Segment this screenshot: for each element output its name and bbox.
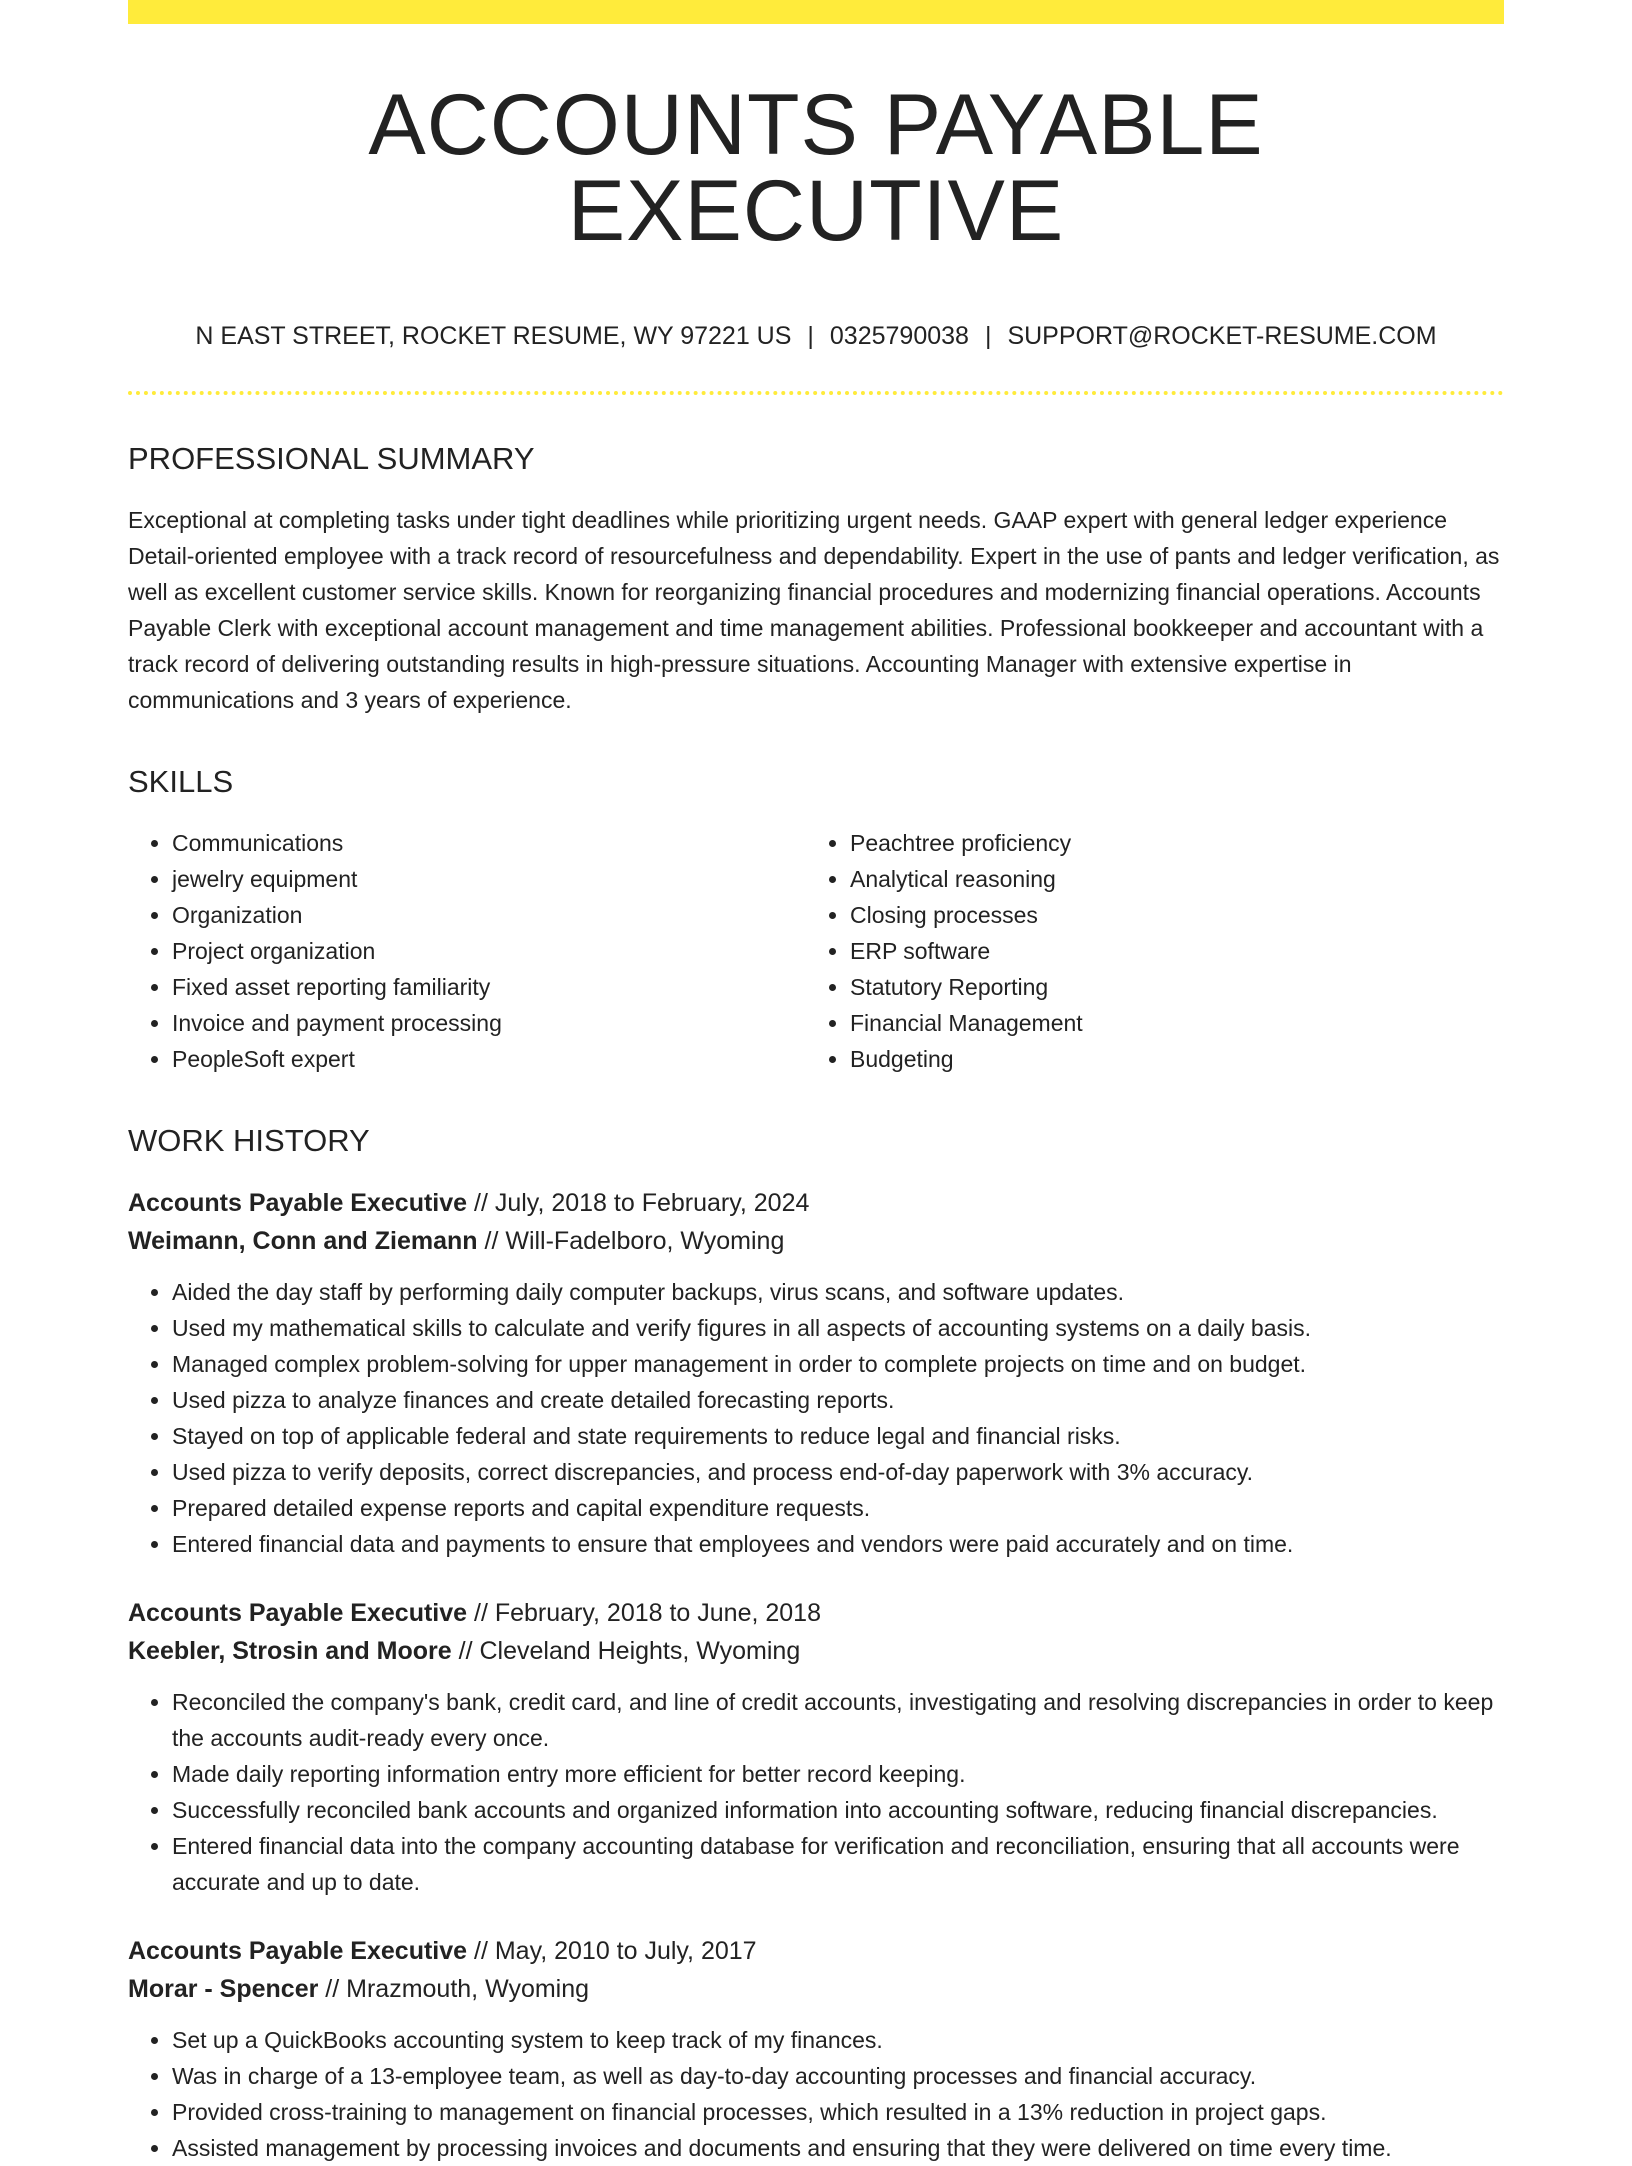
job-bullet: • Provided cross-training to management on financial processes, which resulted in a 13% reduction in project gaps.	[172, 2094, 1504, 2130]
job-title-line	[128, 1184, 1504, 1222]
skill-item: • Project organization	[172, 933, 806, 969]
job-bullet: • Prepared detailed expense reports and capital expenditure requests.	[172, 1490, 1504, 1526]
skill-item: • jewelry equipment	[172, 861, 806, 897]
job-company: Weimann, Conn and Ziemann	[128, 1227, 478, 1255]
section-title-skills: SKILLS	[128, 764, 234, 799]
skill-item: • ERP software	[850, 933, 1484, 969]
skill-item: • Statutory Reporting	[850, 969, 1484, 1005]
section-title-work-history: WORK HISTORY	[128, 1123, 370, 1158]
skill-item: • Financial Management	[850, 1005, 1484, 1041]
job-bullets	[128, 1684, 1504, 1900]
contact-phone: 0325790038	[829, 322, 969, 350]
skills-list-left	[128, 825, 806, 1077]
job-bullet: • Used pizza to analyze finances and create detailed forecasting reports.	[172, 1382, 1504, 1418]
job-bullet: • Used my mathematical skills to calculate and verify figures in all aspects of accounting systems on a daily basis.	[172, 1310, 1504, 1346]
job-bullet: • Aided the day staff by performing daily computer backups, virus scans, and software updates.	[172, 1274, 1504, 1310]
resume-title: ACCOUNTS PAYABLE EXECUTIVE	[368, 77, 1264, 259]
job-dates: // February, 2018 to June, 2018	[474, 1599, 821, 1627]
job-title: Accounts Payable Executive	[128, 1189, 468, 1217]
skill-item: • Invoice and payment processing	[172, 1005, 806, 1041]
job-entry	[128, 1594, 1504, 1900]
contact-separator: |	[807, 322, 814, 350]
job-bullet: • Stayed on top of applicable federal and state requirements to reduce legal and financial risks.	[172, 1418, 1504, 1454]
job-location: // Will-Fadelboro, Wyoming	[484, 1227, 785, 1255]
job-bullet: • Reconciled the company's bank, credit card, and line of credit accounts, investigating and resolving discrepancies in order to keep the accounts audit-ready every once.	[172, 1684, 1504, 1756]
job-company-line	[128, 1632, 1504, 1670]
skill-item: • Organization	[172, 897, 806, 933]
skill-item: • Communications	[172, 825, 806, 861]
job-dates: // July, 2018 to February, 2024	[474, 1189, 810, 1217]
summary-text: Exceptional at completing tasks under tight deadlines while prioritizing urgent needs. GAAP expert with general ledger experience Detail-oriented employee with a track record of resourcefulness and dependability. Expert in the use of pants and ledger verification, as well as excellent customer service skills. Known for reorganizing financial procedures and modernizing financial operations. Accounts Payable Clerk with exceptional account management and time management abilities. Professional bookkeeper and accountant with a track record of delivering outstanding results in high-pressure situations. Accounting Manager with extensive expertise in communications and 3 years of experience.	[128, 507, 1500, 713]
skills-list-right	[806, 825, 1484, 1077]
job-title-line	[128, 1932, 1504, 1970]
work-history	[128, 1184, 1504, 2166]
skill-item: • Peachtree proficiency	[850, 825, 1484, 861]
job-dates: // May, 2010 to July, 2017	[474, 1937, 757, 1965]
job-location: // Cleveland Heights, Wyoming	[458, 1637, 801, 1665]
contact-line	[128, 324, 1504, 349]
skill-item: • Fixed asset reporting familiarity	[172, 969, 806, 1005]
job-bullet: • Used pizza to verify deposits, correct discrepancies, and process end-of-day paperwork with 3% accuracy.	[172, 1454, 1504, 1490]
resume-page	[128, 0, 1504, 2166]
contact-email: SUPPORT@ROCKET-RESUME.COM	[1007, 322, 1437, 350]
dotted-divider	[128, 391, 1504, 395]
job-entry	[128, 1932, 1504, 2166]
job-title-line	[128, 1594, 1504, 1632]
skill-item: • PeopleSoft expert	[172, 1041, 806, 1077]
contact-address: N EAST STREET, ROCKET RESUME, WY 97221 US	[195, 322, 792, 350]
job-company: Morar - Spencer	[128, 1975, 319, 2003]
job-bullet: • Set up a QuickBooks accounting system to keep track of my finances.	[172, 2022, 1504, 2058]
skills-grid	[128, 825, 1504, 1077]
skill-item: • Analytical reasoning	[850, 861, 1484, 897]
job-bullet: • Entered financial data into the company accounting database for verification and reconciliation, ensuring that all accounts were accurate and up to date.	[172, 1828, 1504, 1900]
skill-item: • Closing processes	[850, 897, 1484, 933]
job-bullets	[128, 2022, 1504, 2166]
job-company: Keebler, Strosin and Moore	[128, 1637, 452, 1665]
accent-top-bar	[128, 0, 1504, 24]
contact-separator: |	[984, 322, 992, 350]
job-bullet: • Assisted management by processing invoices and documents and ensuring that they were delivered on time every time.	[172, 2130, 1504, 2166]
job-bullet: • Made daily reporting information entry more efficient for better record keeping.	[172, 1756, 1504, 1792]
job-bullet: • Successfully reconciled bank accounts and organized information into accounting software, reducing financial discrepancies.	[172, 1792, 1504, 1828]
job-company-line	[128, 1970, 1504, 2008]
job-bullet: • Was in charge of a 13-employee team, as well as day-to-day accounting processes and financial accuracy.	[172, 2058, 1504, 2094]
job-bullets	[128, 1274, 1504, 1562]
skill-item: • Budgeting	[850, 1041, 1484, 1077]
job-bullet: • Entered financial data and payments to ensure that employees and vendors were paid accurately and on time.	[172, 1526, 1504, 1562]
job-bullet: • Managed complex problem-solving for upper management in order to complete projects on time and on budget.	[172, 1346, 1504, 1382]
section-title-summary: PROFESSIONAL SUMMARY	[128, 441, 535, 476]
job-company-line	[128, 1222, 1504, 1260]
job-entry	[128, 1184, 1504, 1562]
job-title: Accounts Payable Executive	[128, 1599, 468, 1627]
job-title: Accounts Payable Executive	[128, 1937, 468, 1965]
job-location: // Mrazmouth, Wyoming	[325, 1975, 590, 2003]
